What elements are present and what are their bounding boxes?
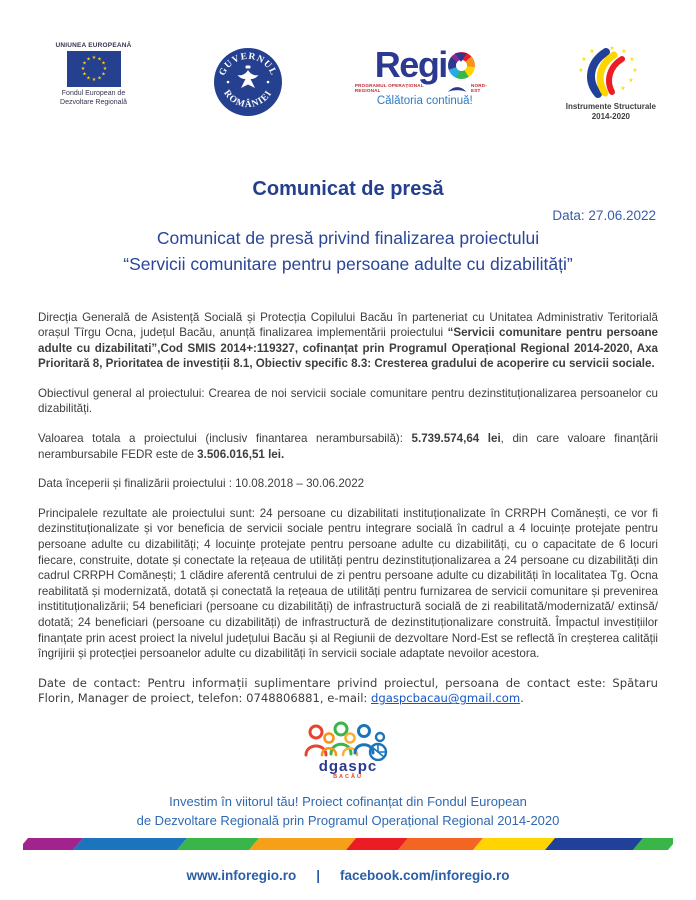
footer-claim-line2: de Dezvoltare Regională prin Programul Operațional Regional 2014-2020 xyxy=(136,812,560,828)
rainbow-stripe xyxy=(23,838,673,850)
government-seal-icon xyxy=(212,46,284,118)
subtitle-line1: Comunicat de presă privind finalizarea proiectului xyxy=(156,228,540,248)
dgaspc-city-label: BACĂU xyxy=(333,773,363,780)
svg-text:★: ★ xyxy=(632,67,638,74)
link-separator: | xyxy=(316,867,320,883)
svg-text:★: ★ xyxy=(85,56,91,63)
total-value: 5.739.574,64 lei xyxy=(411,432,501,446)
svg-text:★: ★ xyxy=(80,66,85,72)
regio-logo xyxy=(354,44,495,107)
intro-regular: Direcția Generală de Asistență Socială și Protecția Copilului Bacău în parteneriat cu Unitatea Administrativ Teritorială orașul Tîrgu Ocna, județul Bacău, anunță finalizarea implementării proiectului xyxy=(38,310,658,340)
eu-logo xyxy=(46,42,141,108)
document-body xyxy=(38,310,658,707)
regio-swoosh-icon xyxy=(447,84,468,93)
instrumente-structurale-logo xyxy=(566,44,656,123)
instrumente-label-line1: Instrumente Structurale xyxy=(565,102,656,111)
svg-text:★: ★ xyxy=(96,75,102,82)
footer-links xyxy=(0,868,696,883)
svg-text:★: ★ xyxy=(81,71,87,78)
dgaspc-logo xyxy=(38,721,658,780)
svg-text:★: ★ xyxy=(100,71,106,78)
date-label: Data: 27.06.2022 xyxy=(552,208,656,223)
eu-logo-title: UNIUNEA EUROPEANĂ xyxy=(55,42,132,49)
svg-text:★: ★ xyxy=(620,85,626,92)
footer-claim xyxy=(38,792,658,830)
svg-text:★: ★ xyxy=(102,66,107,72)
dgaspc-wordmark: dgaspc xyxy=(318,757,378,775)
instrumente-label-line2: 2014-2020 xyxy=(591,112,630,122)
eu-flag-icon xyxy=(67,51,121,87)
svg-text:★: ★ xyxy=(589,48,595,55)
subtitle xyxy=(38,225,658,278)
paragraph-dates: Data începerii și finalizării proiectului : 10.08.2018 – 30.06.2022 xyxy=(38,477,365,491)
svg-text:★: ★ xyxy=(91,55,96,61)
svg-text:★: ★ xyxy=(578,67,584,74)
svg-text:★: ★ xyxy=(96,56,102,63)
government-logo xyxy=(212,42,284,118)
regio-notch-icon xyxy=(455,53,467,62)
paragraph-contact xyxy=(38,676,658,707)
eu-logo-subtitle: Fondul European de Dezvoltare Regională xyxy=(60,90,127,106)
svg-text:★: ★ xyxy=(609,45,615,52)
fedr-value: 3.506.016,51 lei. xyxy=(197,447,285,461)
svg-text:★: ★ xyxy=(628,77,634,84)
regio-region-label: NORD-EST xyxy=(470,83,488,93)
inforegio-link[interactable]: www.inforegio.ro xyxy=(186,867,297,883)
svg-text:★: ★ xyxy=(85,75,91,82)
value-text: Valoarea totala a proiectului (inclusiv finantarea nerambursabilă): xyxy=(38,432,412,446)
subtitle-line2: “Servicii comunitare pentru persoane adulte cu dizabilități” xyxy=(123,254,573,275)
eu-stars-icon xyxy=(67,51,121,87)
intro-project-bold: “Servicii comunitare pentru persoane adulte cu dizabilitati”,Cod SMIS 2014+:119327, cofinanțat prin Programul Operațional Regional 2014-2020, Axa Prioritară 8, Prioritatea de investiții 8.1, Obiectiv specific 8.3: Cresterea gradului de acoperire cu servicii sociale. xyxy=(38,326,658,371)
svg-text:GUVERNUL: GUVERNUL xyxy=(217,51,279,78)
value-text-2: , din care valoare finanțării nerambursabile FEDR este de xyxy=(38,432,658,461)
svg-text:★: ★ xyxy=(91,77,96,83)
contact-email-link[interactable]: dgaspcbacau@gmail.com xyxy=(371,691,521,706)
svg-text:★: ★ xyxy=(81,60,87,67)
instrumente-swoosh-icon xyxy=(568,44,654,102)
regio-wheel-icon xyxy=(448,52,475,79)
page-title: Comunicat de presă xyxy=(252,178,444,200)
dgaspc-family-icon xyxy=(298,721,398,761)
paragraph-objective: Obiectivul general al proiectului: Crearea de noi servicii sociale comunitare pentru dezinstituționalizarea persoanelor cu dizabilități. xyxy=(38,386,658,416)
svg-text:★: ★ xyxy=(581,56,587,63)
regio-wordmark: Regi xyxy=(374,44,447,85)
paragraph-value xyxy=(38,431,658,462)
footer-claim-line1: Investim în viitorul tău! Proiect cofinanțat din Fondul European xyxy=(169,793,527,809)
svg-text:★: ★ xyxy=(100,60,106,67)
header-logos xyxy=(0,0,696,138)
facebook-link[interactable]: facebook.com/inforegio.ro xyxy=(340,867,510,883)
regio-tagline: Călătoria continuă! xyxy=(376,95,473,107)
svg-text:ROMÂNIEI: ROMÂNIEI xyxy=(221,88,275,111)
contact-text: Date de contact: Pentru informații suplimentare privind proiectul, persoana de contact este: Spătaru Florin, Manager de proiect, telefon: 0748806881, e-mail: xyxy=(38,675,658,706)
regio-program-label: PROGRAMUL OPERAȚIONAL REGIONAL xyxy=(354,83,424,93)
svg-text:★: ★ xyxy=(621,48,627,55)
paragraph-results: Principalele rezultate ale proiectului sunt: 24 persoane cu dizabilitati instituționalizate în CRRPH Comănești, ce vor fi dezinstituționalizate și vor beneficia de servicii sociale pentru integrare socială în cadrul a 4 locuințe protejate pentru persoane adulte cu dizabilități; 4 locuințe protejate pentru persoane adulte cu dizabilități, cu o capacitate de 6 locuri fiecare, construite, dotate și conectate la rețeaua de utilități pentru dezinstituționalizarea a 24 persoane cu dizabilități din cadrul CRRPH Comănești; 1 clădire aferentă centrului de zi pentru persoane adulte cu dizabilități în localitatea Tg. Ocna reabilitată și modernizată, dotată și conectată la rețeaua de utilități pentru furnizarea de servicii comunitare și prevenirea institituționalizării; 54 beneficiari (persoane cu dizabilități) de infrastructură socială de zi reabilitată/modernizată/ extinsă/ dotată; 24 beneficiari (persoane cu dizabilități) de infrastructură de dezinstituționalizare construită. Împactul investițiilor finanțate prin acest proiect la nivelul județului Bacău și al Regiunii de dezvoltare Nord-Est se reflectă în creșterea calității îngrijirii și protecției persoanelor adulte cu dizabilități în servicii sociale adaptate nevoilor acestora. xyxy=(38,506,658,661)
svg-text:★: ★ xyxy=(629,56,635,63)
contact-period: . xyxy=(520,691,524,706)
paragraph-intro xyxy=(38,310,658,372)
